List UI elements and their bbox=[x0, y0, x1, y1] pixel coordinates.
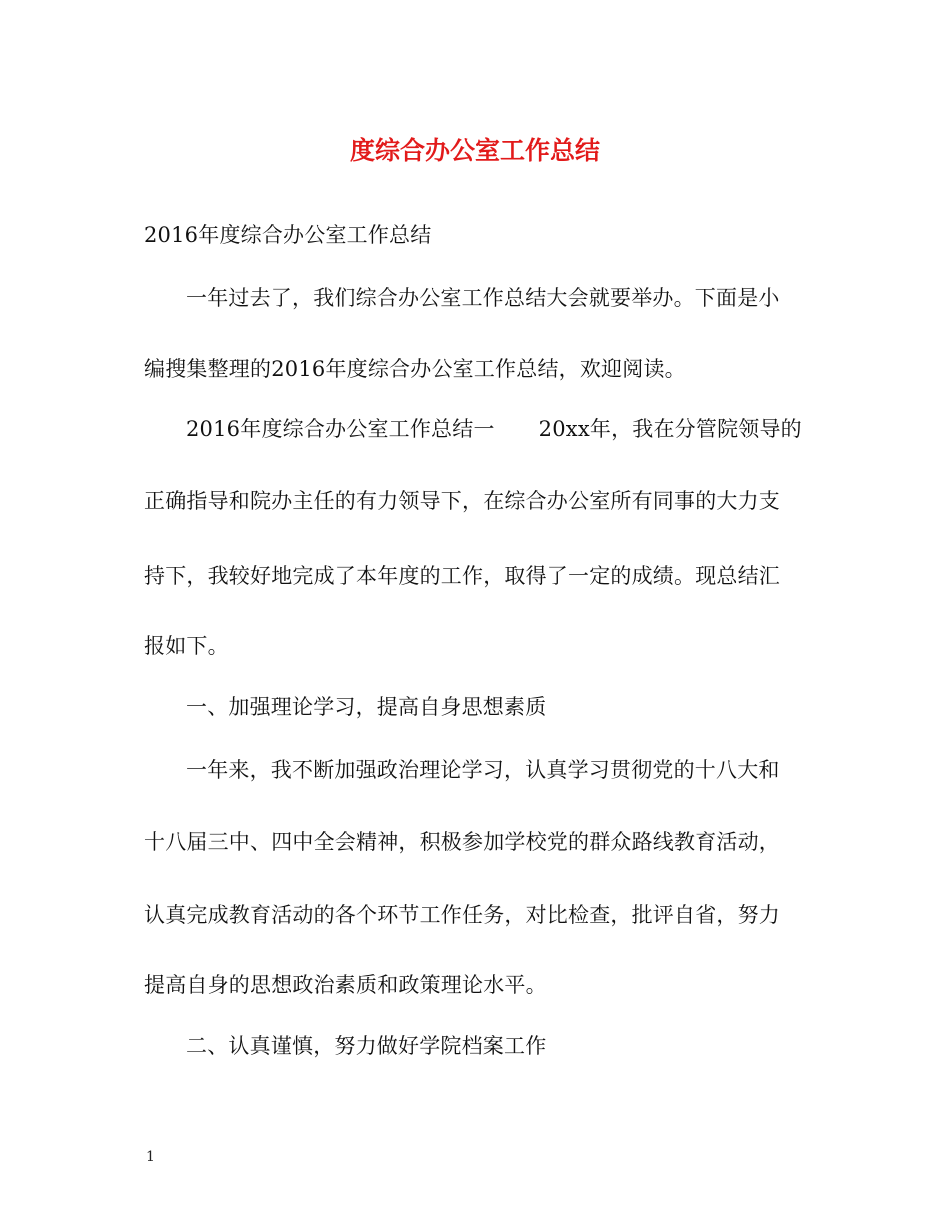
section-intro-line bbox=[186, 414, 802, 444]
section-intro-right: 20xx年，我在分管院领导的 bbox=[538, 417, 802, 441]
paragraph-line: 报如下。 bbox=[144, 634, 229, 658]
section-heading: 二、认真谨慎，努力做好学院档案工作 bbox=[186, 1034, 547, 1058]
paragraph-line: 提高自身的思想政治素质和政策理论水平。 bbox=[144, 973, 547, 997]
paragraph-line: 一年来，我不断加强政治理论学习，认真学习贯彻党的十八大和 bbox=[186, 758, 780, 782]
paragraph-line: 十八届三中、四中全会精神，积极参加学校党的群众路线教育活动， bbox=[144, 830, 780, 854]
document-title: 度综合办公室工作总结 bbox=[349, 136, 600, 165]
paragraph-line: 编搜集整理的2016年度综合办公室工作总结，欢迎阅读。 bbox=[144, 357, 686, 381]
paragraph-line: 一年过去了，我们综合办公室工作总结大会就要举办。下面是小 bbox=[186, 286, 780, 310]
paragraph-line: 持下，我较好地完成了本年度的工作，取得了一定的成绩。现总结汇 bbox=[144, 564, 780, 588]
page-number: 1 bbox=[146, 1149, 155, 1165]
section-intro-left: 2016年度综合办公室工作总结一 bbox=[186, 417, 495, 441]
section-heading: 一、加强理论学习，提高自身思想素质 bbox=[186, 695, 547, 719]
document-subtitle: 2016年度综合办公室工作总结 bbox=[144, 223, 432, 247]
paragraph-line: 正确指导和院办主任的有力领导下，在综合办公室所有同事的大力支 bbox=[144, 489, 780, 513]
paragraph-line: 认真完成教育活动的各个环节工作任务，对比检查，批评自省，努力 bbox=[144, 903, 780, 927]
